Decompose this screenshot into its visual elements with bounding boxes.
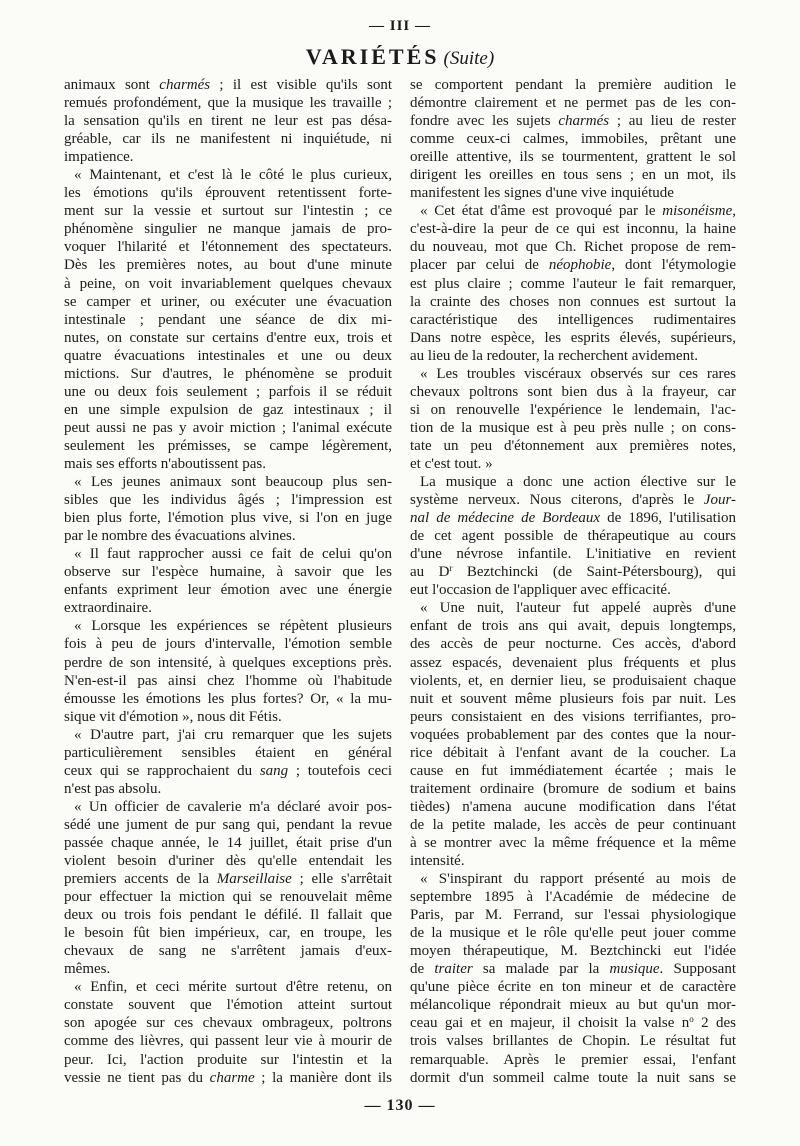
paragraph [64, 798, 392, 978]
text-line: nuit et souvent même plusieurs fois par nuit. Les [410, 690, 736, 707]
text-line: mais ses efforts n'aboutissent pas. [64, 455, 266, 472]
text-run: ; au lieu de rester [609, 113, 736, 130]
text-line: émousse les émotions les plus fortes? Or, « la mu- [64, 690, 392, 707]
text-line: de cet agent possible de thérapeutique au cours [410, 528, 736, 545]
text-line: mictions. Sur d'autres, le phénomène se produit [64, 365, 392, 382]
text-run: de 1896, l'utilisation [600, 510, 737, 527]
text-line: seulement les prémisses, se campe légèrement, [64, 437, 392, 454]
text-run: , [732, 203, 736, 220]
paragraph [410, 599, 736, 870]
text-line: impatience. [64, 149, 134, 166]
text-run: système nerveux. Nous citerons, d'après le [410, 492, 704, 509]
text-line: tate un peu d'étonnement aux premières notes, [410, 437, 736, 454]
text-run: ; elle s'arrêtait [291, 871, 392, 888]
text-line: dirigent les oreilles en tous sens ; en un mot, ils [410, 167, 736, 184]
paragraph [64, 473, 392, 545]
text-line [410, 112, 736, 130]
text-run: , dont l'étymologie [611, 257, 736, 274]
text-line [410, 1014, 736, 1032]
text-line [410, 491, 736, 509]
text-line [64, 762, 392, 780]
text-line: mélancolique répondrait mieux au but qu'un mor- [410, 997, 736, 1014]
text-line: mêmes. [64, 961, 111, 978]
text-run: « Cet état d'âme est provoqué par le [420, 203, 663, 220]
text-line: par le nombre des évacuations alvines. [64, 528, 296, 545]
paragraph [410, 365, 736, 473]
text-line: « S'inspirant du rapport présenté au mois de [420, 871, 736, 888]
text-run: ceux qui se rapprochaient du [64, 762, 260, 779]
text-line: de la musique et le rôle qu'elle peut jouer comme [410, 925, 736, 942]
text-run: ; toutefois ceci [288, 762, 392, 779]
text-line: sibles que les individus âgés ; l'impression est [64, 492, 392, 509]
text-run: fondre avec les sujets [410, 113, 559, 130]
text-line: cause en fut immédiatement écartée ; mais le [410, 762, 736, 779]
text-line: quatre évacuations intestinales et une ou deux [64, 347, 392, 364]
text-run: de [410, 961, 435, 978]
text-line: manifestent les signes d'une vive inquiétude [410, 185, 674, 202]
text-line: au lieu de la redouter, la recherchent avidement. [410, 347, 699, 364]
text-line [410, 202, 736, 220]
text-run: Beztchincki (de Saint-Pétersbourg), qui [452, 564, 736, 581]
text-line: Dans notre espèce, les esprits élevés, supérieurs, [410, 329, 736, 346]
text-line: oreille attentive, ils se tourmentent, grattent le sol [410, 149, 736, 166]
paragraph [64, 545, 392, 617]
section-subtitle: (Suite) [443, 48, 495, 69]
text-run: . Supposant [659, 961, 736, 978]
text-line: tièdes) n'amena aucune modification dans l'état [410, 798, 736, 815]
text-line: « Les jeunes animaux sont beaucoup plus sen- [74, 474, 392, 491]
text-line: violent besoin d'uriner dès qu'elle entendait les [64, 853, 392, 870]
text-column-left [64, 76, 392, 1087]
text-line: à peine, on voit invariablement quelques chevaux [64, 275, 392, 292]
text-line: tion de la musique est à peu près nulle ; on cons- [410, 419, 736, 436]
text-line: phénomène singulier ne manque jamais de pro- [64, 221, 392, 238]
text-line [410, 256, 736, 274]
text-line: démontre clairement et ne permet pas de les con- [410, 95, 736, 112]
text-line: Dès les premières notes, au bout d'une minute [64, 257, 392, 274]
text-line: peurs consistaient en des visions terrifiantes, pro- [410, 708, 736, 725]
text-line: intestinale ; pendant une séance de dix mi- [64, 311, 392, 328]
paragraph [410, 76, 736, 202]
text-line: observe sur l'espèce humaine, à savoir que les [64, 564, 392, 581]
text-line: chevaux poltrons sont bien dus à la frayeur, car [410, 383, 736, 400]
text-line: moyen thérapeutique, M. Beztchincki eut l'idée [410, 943, 736, 960]
text-line: n'est pas absolu. [64, 780, 162, 797]
italic-text: misonéisme [662, 203, 733, 220]
text-line: et c'est tout. » [410, 455, 493, 472]
text-line: c'est-à-dire la peur de ce qui est inconnu, la haine [410, 221, 736, 238]
text-line: Paris, par M. Ferrand, sur l'essai physiologique [410, 907, 736, 924]
text-line: gréable, car ils ne manifestent ni inquiétude, ni [64, 131, 392, 148]
text-line: « Un officier de cavalerie m'a déclaré avoir pos- [74, 798, 392, 815]
text-run: vessie ne tient pas du [64, 1069, 210, 1086]
text-line: assez espacés, devenaient plus fréquents et plus [410, 654, 736, 671]
paragraph [64, 76, 392, 166]
text-line: « Lorsque les expériences se répètent plusieurs [74, 618, 392, 635]
text-line: « Une nuit, l'auteur fut appelé auprès d'une [420, 600, 736, 617]
text-column-right [410, 76, 736, 1087]
text-line: « Maintenant, et c'est là le côté le plus curieux, [74, 167, 392, 184]
text-line: une ou deux fois seulement ; parfois il se réduit [64, 383, 392, 400]
section-heading [0, 44, 800, 70]
text-line: en une simple expulsion de gaz intestinaux ; il [64, 401, 392, 418]
text-line: chevaux de sang ne s'arrêtent jamais d'eux- [64, 943, 392, 960]
text-line: des accès de peur nocturne. Ces accès, d'abord [410, 636, 736, 653]
italic-text: nal de médecine de Bordeaux [410, 510, 601, 527]
text-run: au D [410, 564, 450, 581]
text-line [64, 870, 392, 888]
text-line: « Enfin, et ceci mérite surtout d'être retenu, on [74, 979, 392, 996]
text-line: rice débitait à l'enfant avant de la coucher. La [410, 744, 736, 761]
text-line: se comportent pendant la première audition le [410, 77, 736, 93]
text-line: ment sur la vessie et surtout sur l'intestin ; ce [64, 203, 392, 220]
text-line: la crainte des choses non connues est surtout la [410, 293, 736, 310]
text-line: remués profondément, que la musique les travaille ; [64, 95, 392, 112]
text-line: deux ou trois fois pendant le défilé. Il fallait que [64, 907, 392, 924]
text-line: violents, et, en dernier lieu, se produisaient chaque [410, 672, 736, 689]
text-line [64, 76, 392, 94]
text-line: passée chaque année, le 14 juillet, était prise d'un [64, 834, 392, 851]
text-line: les émotions qu'ils éprouvent retentissent forte- [64, 185, 392, 202]
paragraph [64, 726, 392, 798]
text-line: à se montrer avec la même fréquence et la même [410, 834, 736, 851]
text-line: peur. Ici, l'action produite sur l'intestin et la [64, 1051, 392, 1068]
text-line: enfants expriment leur émotion avec une énergie [64, 582, 392, 599]
italic-text: traiter [434, 961, 473, 978]
paragraph [64, 978, 392, 1086]
text-run: ; il est visible qu'ils sont [210, 77, 393, 93]
text-line: particulièrement sensibles étaient en général [64, 744, 392, 761]
text-line: enfant de trois ans qui avait, depuis longtemps, [410, 618, 736, 635]
text-line: de la petite malade, les accès de peur continuant [410, 816, 736, 833]
text-line: trois valses brillantes de Chopin. Le résultat fut [410, 1033, 736, 1050]
text-line: septembre 1895 à l'Académie de médecine de [410, 889, 736, 906]
text-line [410, 509, 736, 527]
italic-text: sang [259, 762, 289, 779]
text-line: caractéristique des intelligences rudimentaires [410, 311, 736, 328]
text-line: voquer l'hilarité et l'étonnement des spectateurs. [64, 239, 392, 256]
text-line: bien plus forte, l'émotion plus vive, si l'on en juge [64, 510, 392, 527]
text-line: La musique a donc une action élective sur le [420, 474, 736, 491]
text-run: 2 des [693, 1015, 736, 1032]
text-line: voquées probablement par des contes que la nour- [410, 726, 736, 743]
text-line: qu'une pièce écrite en ton mineur et de caractère [410, 979, 736, 996]
text-run: ; la manière dont ils [254, 1069, 392, 1086]
text-line: intensité. [410, 853, 465, 870]
italic-text: Jour- [703, 492, 736, 509]
text-line: traitement ordinaire (bromure de sodium et bains [410, 780, 736, 797]
text-line: est plus claire ; comme l'auteur le fait remarquer, [410, 275, 736, 292]
text-line: se camper et uriner, ou exécuter une évacuation [64, 293, 392, 310]
paragraph [64, 166, 392, 473]
italic-text: musique [609, 961, 660, 978]
text-line: « Les troubles viscéraux observés sur ces rares [420, 365, 736, 382]
italic-text: charme [209, 1069, 255, 1086]
text-line: pour effectuer la miction qui se renouvelait même [64, 889, 392, 906]
text-line: son apogée sur ces chevaux ombrageux, poltrons [64, 1015, 392, 1032]
text-line: du nouveau, mot que Ch. Richet propose de rem- [410, 239, 736, 256]
text-line: si on renouvelle l'expérience le lendemain, l'ac- [410, 401, 736, 418]
paragraph [64, 617, 392, 725]
text-line [410, 960, 736, 978]
text-line [64, 1069, 392, 1087]
text-line: fois à peu de jours d'intervalle, l'émotion semble [64, 636, 392, 653]
paragraph [410, 870, 736, 1087]
text-line: « Il faut rapprocher aussi ce fait de celui qu'on [74, 546, 392, 563]
text-run: sa malade par la [472, 961, 610, 978]
section-title: VARIÉTÉS [305, 44, 440, 69]
text-line: remarquable. Après le premier essai, l'enfant [410, 1051, 736, 1068]
italic-text: charmés [159, 77, 211, 93]
running-head: — III — [368, 18, 431, 34]
text-line: la sensation qu'ils en tirent ne leur est pas désa- [64, 113, 392, 130]
text-line: sique vit d'émotion », nous dit Fétis. [64, 708, 282, 725]
text-run: placer par celui de [410, 257, 549, 274]
text-line: perdre de son intensité, à quelques exceptions près. [64, 654, 392, 671]
text-run: ceau gai et en majeur, il choisit la valse n [410, 1015, 690, 1032]
page-number: — 130 — [364, 1097, 436, 1114]
superscript: r [449, 563, 453, 574]
text-line: « D'autre part, j'ai cru remarquer que les sujets [74, 726, 392, 743]
text-line: N'en-est-il pas ainsi chez l'homme où l'habitude [64, 672, 392, 689]
text-line: sédé une jument de pur sang qui, pendant la revue [64, 816, 392, 833]
paragraph [410, 473, 736, 599]
text-line: peut aussi ne pas y avoir miction ; l'animal exécute [64, 419, 392, 436]
text-line: le besoin fût bien impérieux, car, en troupe, les [64, 925, 392, 942]
text-line: comme ceux-ci calmes, immobiles, prêtant une [410, 131, 736, 148]
text-line: extraordinaire. [64, 600, 152, 617]
text-line [410, 563, 736, 581]
text-line: eut l'occasion de l'appliquer avec efficacité. [410, 582, 671, 599]
superscript: o [689, 1014, 694, 1025]
text-line: dormit d'un sommeil calme toute la nuit sans se [410, 1069, 736, 1086]
text-line: nutes, on constate sur certains d'entre eux, trois et [64, 329, 392, 346]
text-line: constate souvent que l'émotion atteint surtout [64, 997, 392, 1014]
italic-text: Marseillaise [216, 871, 292, 888]
paragraph [410, 202, 736, 364]
text-line: comme des lièvres, qui passent leur vie à mourir de [64, 1033, 392, 1050]
text-line: d'une névrose infantile. L'initiative en revient [410, 546, 736, 563]
italic-text: néophobie [548, 257, 612, 274]
text-run: animaux sont [64, 77, 160, 93]
italic-text: charmés [558, 113, 610, 130]
text-run: premiers accents de la [64, 871, 217, 888]
